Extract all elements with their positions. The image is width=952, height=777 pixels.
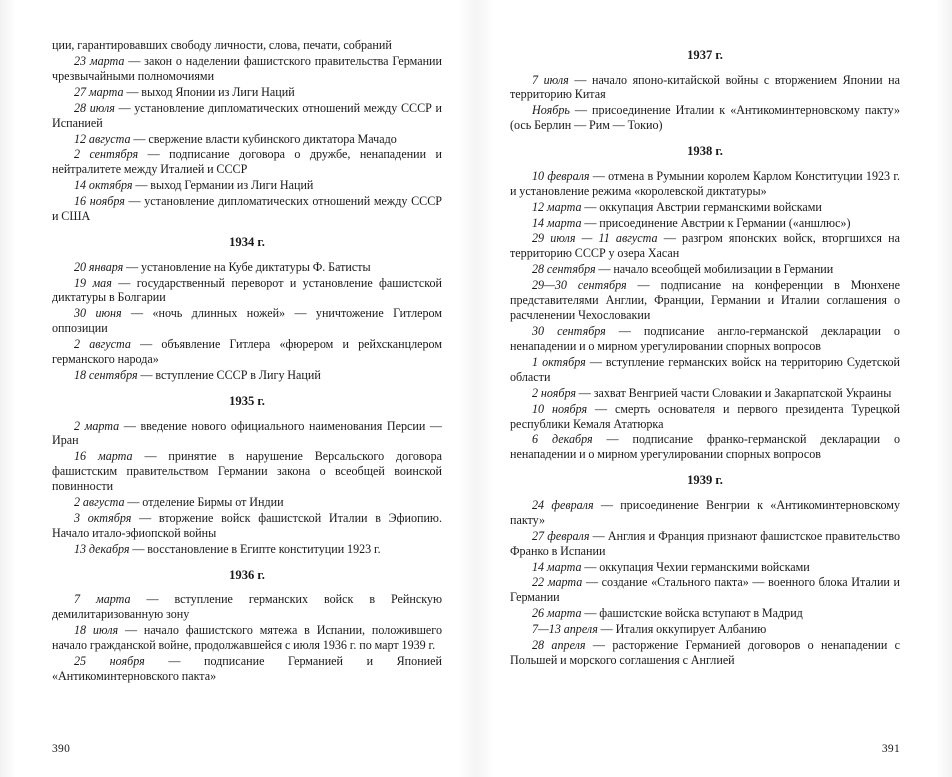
entry-text: — государственный переворот и установление фашистской диктатуры в Болгарии — [52, 275, 442, 305]
chronology-entry — [510, 355, 900, 385]
entry-date: 12 августа — [74, 131, 131, 146]
entry-text: — «ночь длинных ножей» — уничтожение Гитлером оппозиции — [52, 306, 442, 336]
entry-text: — начало всеобщей мобилизации в Германии — [595, 262, 834, 277]
entry-text: — присоединение Италии к «Антикоминтерновскому пакту» (ось Берлин — Рим — Токио) — [510, 103, 900, 133]
entry-date: 7 марта — [74, 592, 131, 607]
entry-date: 29—30 сентября — [532, 278, 627, 293]
entry-date: 16 ноября — [74, 194, 125, 209]
entry-date: 28 июля — [74, 100, 115, 115]
chronology-entry — [510, 278, 900, 323]
year-heading: 1934 г. — [229, 235, 265, 250]
year-heading: 1937 г. — [687, 48, 723, 62]
chronology-entry — [52, 178, 442, 193]
entry-date: 22 марта — [532, 575, 583, 590]
entry-date: 14 марта — [532, 559, 582, 574]
chronology-entry — [510, 216, 900, 231]
entry-text: — установление на Кубе диктатуры Ф. Батисты — [123, 259, 371, 274]
chronology-entry — [52, 260, 442, 275]
page-number-left: 390 — [52, 743, 71, 755]
entry-date: 2 марта — [74, 418, 120, 433]
entry-text: — начало фашистского мятежа в Испании, положившего начало гражданской войне, продолжавшейся с июля 1936 г. по март 1939 г. — [52, 623, 442, 653]
entry-date: 2 ноября — [532, 385, 576, 400]
entry-text: — введение нового официального наименования Персии — Иран — [52, 418, 442, 448]
year-heading: 1935 г. — [229, 393, 265, 408]
entry-text: — установление дипломатических отношений между СССР и США — [52, 194, 442, 224]
chronology-entry — [52, 85, 442, 100]
entry-date: 12 марта — [532, 199, 582, 214]
year-heading: 1939 г. — [687, 473, 723, 488]
entry-date: 2 сентября — [74, 147, 139, 162]
entry-text: — захват Венгрией части Словакии и Закарпатской Украины — [575, 385, 892, 400]
chronology-entry — [510, 560, 900, 575]
year-heading: 1938 г. — [687, 144, 723, 159]
entry-date: 14 октября — [74, 178, 133, 193]
chronology-entry — [52, 449, 442, 494]
entry-date: 27 марта — [74, 84, 124, 99]
chronology-entry — [52, 306, 442, 336]
entry-text: — начало японо-китайской войны с вторжением Японии на территорию Китая — [510, 72, 900, 102]
entry-text: — присоединение Венгрии к «Антикоминтерновскому пакту» — [510, 497, 900, 527]
right-page-text-column — [510, 48, 900, 668]
entry-date: Ноябрь — [532, 103, 570, 118]
year-heading: 1936 г. — [229, 567, 265, 582]
chronology-entry — [510, 386, 900, 401]
entry-text: — подписание Германией и Японией «Антикоминтерновского пакта» — [52, 654, 442, 683]
chronology-entry — [52, 654, 442, 684]
entry-text: — подписание договора о дружбе, ненападении и нейтралитете между Италией и СССР — [52, 147, 443, 177]
entry-text: — вступление СССР в Лигу Наций — [137, 368, 321, 383]
entry-date: 14 марта — [532, 215, 582, 230]
entry-date: 30 июня — [74, 306, 122, 321]
entry-text: — закон о наделении фашистского правительства Германии чрезвычайными полномочиями — [52, 53, 443, 83]
entry-text: — разгром японских войск, вторгшихся на территорию СССР у озера Хасан — [510, 231, 901, 261]
entry-date: 18 сентября — [74, 368, 138, 383]
chronology-entry — [510, 231, 900, 261]
chronology-entry — [52, 511, 442, 541]
entry-date: 24 февраля — [532, 497, 594, 512]
chronology-entry — [510, 622, 900, 637]
entry-text: ции, гарантировавших свободу личности, слова, печати, собраний — [52, 38, 392, 52]
page-edge-shadow-right — [936, 0, 952, 777]
chronology-entry — [510, 638, 900, 668]
entry-text: — вторжение войск фашистской Италии в Эфиопию. Начало итало-эфиопской войны — [52, 511, 442, 540]
entry-text: — объявление Гитлера «фюрером и рейхсканцлером германского народа» — [52, 337, 442, 367]
entry-text: — отделение Бирмы от Индии — [124, 495, 284, 510]
entry-text: — вступление германских войск в Рейнскую демилитаризованную зону — [52, 592, 442, 622]
chronology-entry — [52, 132, 442, 147]
chronology-entry — [52, 592, 442, 622]
chronology-entry — [510, 575, 900, 605]
chronology-entry — [510, 169, 900, 199]
entry-text: — присоединение Австрии к Германии («аншлюс») — [581, 215, 851, 230]
chronology-entry — [510, 73, 900, 103]
entry-text: — установление дипломатических отношений между СССР и Испанией — [52, 100, 442, 130]
entry-date: 6 декабря — [532, 432, 593, 447]
entry-date: 2 августа — [74, 337, 131, 352]
entry-date: 1 октября — [532, 354, 586, 369]
left-page-text-column — [52, 38, 442, 684]
entry-text: — свержение власти кубинского диктатора Мачадо — [130, 131, 397, 146]
entry-date: 28 апреля — [532, 638, 586, 653]
entry-text: — восстановление в Египте конституции 1923 г. — [129, 541, 381, 556]
chronology-entry — [510, 606, 900, 621]
entry-text: — подписание англо-германской декларации о ненападении и о мирном урегулировании спорных вопросов — [510, 324, 900, 353]
chronology-entry — [510, 432, 900, 462]
entry-date: 27 февраля — [532, 528, 590, 543]
chronology-entry — [52, 54, 442, 84]
entry-text: — Италия оккупирует Албанию — [597, 622, 767, 637]
entry-text: — оккупация Австрии германскими войсками — [581, 199, 822, 214]
chronology-entry — [510, 103, 900, 133]
entry-date: 13 декабря — [74, 541, 130, 556]
chronology-entry — [510, 529, 900, 559]
entry-text: — выход Японии из Лиги Наций — [123, 84, 295, 99]
entry-date: 30 сентября — [532, 324, 606, 338]
chronology-entry — [510, 324, 900, 354]
page-number-right: 391 — [881, 743, 900, 755]
chronology-entry — [52, 276, 442, 306]
chronology-entry — [52, 337, 442, 367]
entry-date: 7—13 апреля — [532, 622, 598, 637]
entry-date: 20 января — [74, 259, 124, 274]
chronology-entry — [52, 495, 442, 510]
page-right — [476, 0, 952, 777]
page-edge-shadow-left — [0, 0, 16, 777]
chronology-entry — [52, 623, 442, 653]
entry-date: 18 июля — [74, 623, 119, 638]
entry-text: — выход Германии из Лиги Наций — [132, 178, 314, 193]
entry-date: 3 октября — [74, 511, 132, 526]
entry-date: 25 ноября — [74, 654, 145, 669]
entry-date: 7 июля — [532, 72, 569, 87]
entry-text: — создание «Стального пакта» — военного блока Италии и Германии — [510, 575, 900, 605]
entry-text: — подписание франко-германской декларации о ненападении и о мирном урегулировании спорных вопросов — [510, 432, 901, 462]
chronology-entry — [52, 542, 442, 557]
chronology-entry — [510, 262, 900, 277]
entry-text: — расторжение Германией договоров о ненападении с Польшей и морского соглашения с Англией — [510, 638, 900, 668]
entry-date: 2 августа — [74, 495, 125, 510]
entry-text: — оккупация Чехии германскими войсками — [581, 559, 810, 574]
entry-text: — фашистские войска вступают в Мадрид — [581, 606, 803, 621]
chronology-entry — [510, 200, 900, 215]
entry-text: — вступление германских войск на территорию Судетской области — [510, 354, 900, 384]
entry-date: 29 июля — 11 августа — [532, 231, 658, 246]
chronology-entry — [52, 38, 442, 53]
entry-text: — отмена в Румынии королем Карлом Конституции 1923 г. и установление режима «королевской диктатуры» — [510, 168, 900, 198]
entry-date: 16 марта — [74, 449, 133, 464]
entry-date: 19 мая — [74, 275, 112, 290]
entry-date: 28 сентября — [532, 262, 596, 277]
entry-text: — принятие в нарушение Версальского договора фашистским правительством Германии закона о всеобщей воинской повинности — [52, 449, 442, 494]
chronology-entry — [52, 101, 442, 131]
entry-text: — подписание на конференции в Мюнхене представителями Англии, Франции, Германии и Италии соглашения о расчленении Чехословакии — [510, 278, 900, 323]
entry-date: 10 февраля — [532, 168, 590, 183]
entry-date: 10 ноября — [532, 401, 588, 416]
entry-date: 26 марта — [532, 606, 582, 621]
chronology-entry — [52, 419, 442, 449]
chronology-entry — [52, 194, 442, 224]
chronology-entry — [52, 368, 442, 383]
entry-date: 23 марта — [74, 53, 125, 68]
chronology-entry — [510, 402, 900, 432]
entry-text: — Англия и Франция признают фашистское правительство Франко в Испании — [510, 528, 900, 558]
chronology-entry — [52, 147, 442, 177]
chronology-entry — [510, 498, 900, 528]
entry-text: — смерть основателя и первого президента Турецкой республики Кемаля Ататюрка — [510, 401, 900, 431]
